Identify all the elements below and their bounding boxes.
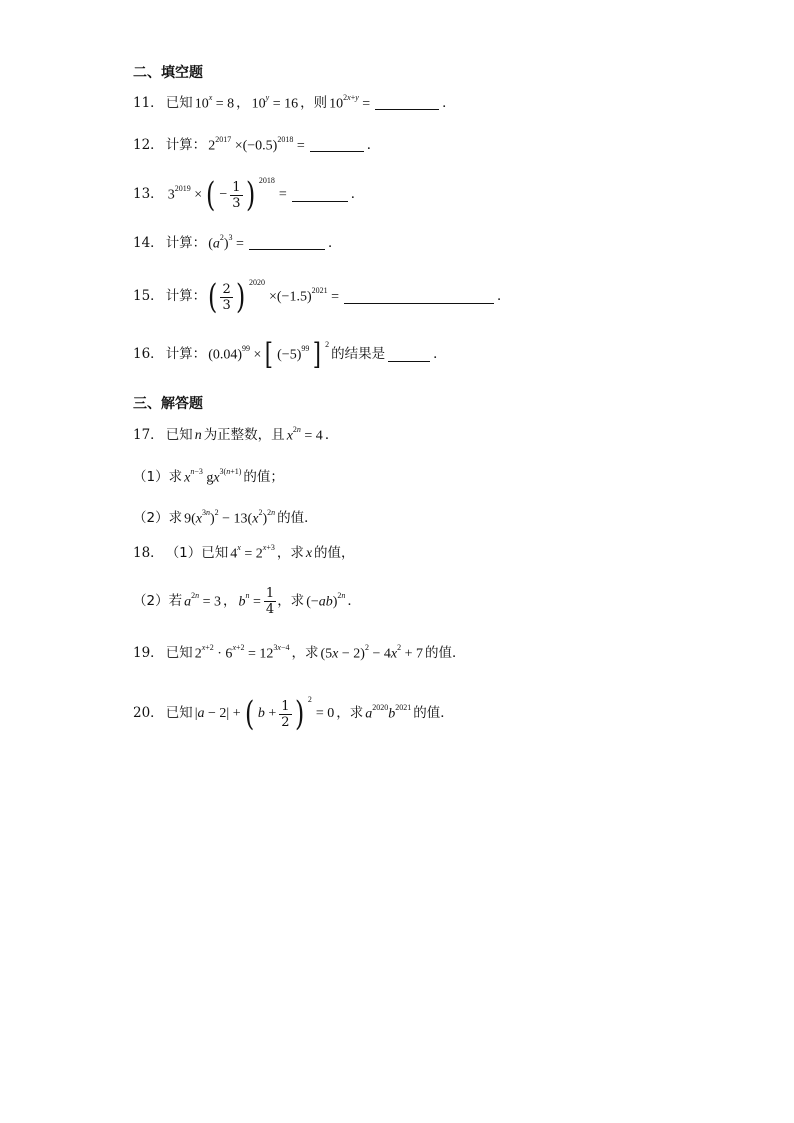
math-expression: |a − 2| + [194,706,241,721]
math-expression: $(0.04)^{99}$ × [208,344,262,363]
question-number: 20． [133,705,164,722]
math-expression: $10^{2x+y}$ = [329,93,371,112]
question-19: 19． 已知 $2^{x+2} \cdot 6^{x+2} = 12^{3x-4}$ ，求 $(5x - 2)^2 - 4x^2 + 7$ 的值． [133,643,466,662]
question-14: 14． 计算： $(a^2)^3$ = ． [133,233,342,252]
question-17-part-2: （2）求 $9(x^{3n})^2 - 13(x^2)^{2n}$ 的值． [133,508,318,527]
fraction: $\frac{1}{4}$ [265,586,275,617]
question-number: 14． [133,235,164,252]
math-expression: $2^{2017} \times(-0.5)^{2018}$ = [208,135,305,154]
answer-blank[interactable] [375,97,439,110]
question-17: 17． 已知 n 为正整数，且 $x^{2n} = 4$ ． [133,425,339,444]
question-number: 15． [133,288,164,305]
fraction: $\frac{1}{3}$ [232,179,241,211]
question-18-part-2: （2）若 $a^{2n} = 3$ ， $b^n$ = $\frac{1}{4}$ ，求 $(-ab)^{2n}$ ． [133,586,361,617]
math-expression: $2^{x+2} \cdot 6^{x+2} = 12^{3x-4}$ [194,643,290,662]
answer-blank[interactable] [310,139,364,152]
question-number: 19． [133,645,164,662]
question-number: 11． [133,95,164,112]
math-expression: $\times(-1.5)^{2021}$ = [269,286,340,305]
math-expression: $10^x = 8$ [194,93,235,112]
math-expression: $(a^2)^3$ = [208,233,244,252]
math-expression: $(5x - 2)^2 - 4x^2 + 7$ [320,643,423,662]
math-expression: $10^y = 16$ [251,93,299,112]
section-heading-solutions: 三、解答题 [133,396,203,412]
math-expression: $a^{2020}b^{2021}$ [365,703,412,722]
question-18-part-1: 18． （1）已知 $4^x = 2^{x+3}$ ，求 x 的值， [133,543,355,562]
answer-blank[interactable] [292,189,348,202]
question-12: 12． 计算： $2^{2017} \times(-0.5)^{2018}$ = ． [133,135,381,154]
question-number: 13． [133,186,164,203]
math-expression: $3^{2019}$ × [167,184,203,203]
math-expression: $x^{2n} = 4$ [286,425,323,444]
question-number: 16． [133,346,164,363]
question-13: 13． $3^{2019}$ × ( − $\frac{1}{3}$ ) 2018 = ． [133,175,365,215]
fraction: $\frac{2}{3}$ [222,281,231,313]
math-expression: $(-ab)^{2n}$ [306,590,346,610]
question-number: 18． [133,545,164,562]
question-number: 17． [133,427,164,444]
question-11: 11． 已知 $10^x = 8$ ， $10^y = 16$ ，则 $10^{2x+y}$ = ． [133,93,456,112]
question-17-part-1: （1）求 $x^{n-3}$ $gx^{3(n+1)}$ 的值； [133,467,284,486]
question-15: 15． 计算： ( $\frac{2}{3}$ ) 2020 $\times(-1.5)^{2021}$ = ． [133,277,511,317]
answer-blank[interactable] [249,237,325,250]
question-number: 12． [133,137,164,154]
math-expression: $x^{n-3}$ $gx^{3(n+1)}$ [184,467,242,486]
math-expression: $a^{2n} = 3$ [184,590,221,610]
question-16: 16． 计算： $(0.04)^{99}$ × [ $(-5)^{99}$ ] 2 的结果是 ． [133,337,447,372]
fraction: $\frac{1}{2}$ [281,698,290,730]
math-expression: $9(x^{3n})^2 - 13(x^2)^{2n}$ [184,508,276,527]
section-heading-fill-in: 二、填空题 [133,65,203,81]
answer-blank[interactable] [388,349,430,362]
math-expression: $4^x = 2^{x+3}$ [230,543,275,562]
answer-blank[interactable] [344,291,494,304]
question-20: 20． 已知 |a − 2| + ( b + $\frac{1}{2}$ ) 2 = 0 ，求 $a^{2020}b^{2021}$ 的值． [133,694,454,734]
